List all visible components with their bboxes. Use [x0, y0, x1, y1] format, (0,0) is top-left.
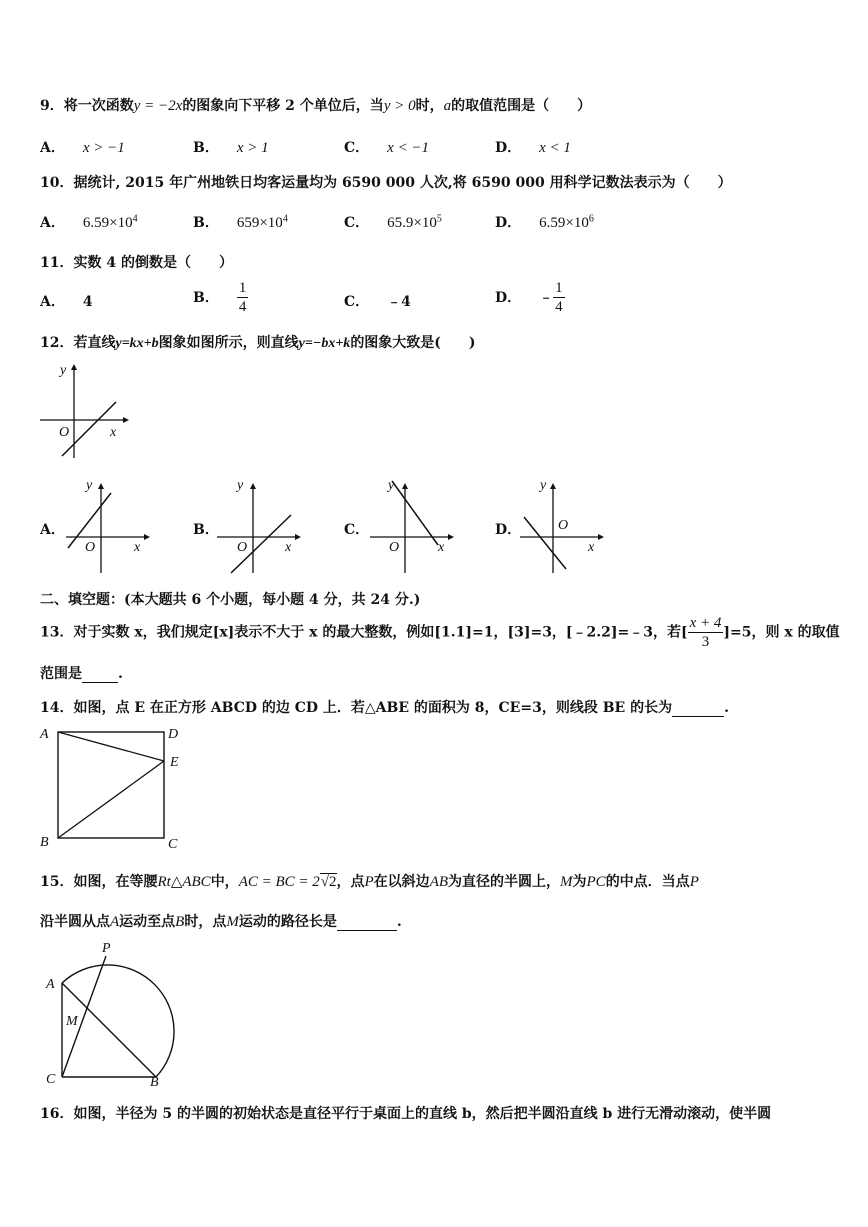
q15-equation: AC = BC = 2: [238, 874, 320, 890]
q13-text-2: ]=5，则 x 的取值: [723, 624, 840, 641]
q10-number: 10．: [40, 175, 74, 191]
q12-main-graph: [38, 362, 128, 462]
svg-text:B: B: [40, 835, 49, 850]
q10-option-a: A． $6.59\times 10^4$: [40, 213, 138, 231]
section-2-heading: 二、填空题：(本大题共 6 个小题，每小题 4 分，共 24 分.): [40, 592, 421, 608]
q14-number: 14．: [40, 700, 74, 716]
svg-text:D: D: [168, 727, 179, 742]
q9-condition: y > 0: [383, 98, 416, 114]
svg-text:x: x: [285, 540, 292, 555]
svg-text:O: O: [558, 518, 569, 533]
svg-text:O: O: [85, 540, 96, 555]
q11-option-a: A． 4: [40, 294, 93, 310]
q14-text: 如图，点 E 在正方形 ABCD 的边 CD 上．若△ABE 的面积为 8，CE=3，则线段 BE 的长为: [73, 700, 673, 716]
q11-option-d: D． ﹣ $\frac{1}{4}$: [495, 280, 563, 315]
q11-d-fraction: $\frac{1}{4}$: [555, 280, 563, 315]
q11-option-c: C． ﹣4: [344, 294, 411, 310]
q16-number: 16．: [40, 1106, 74, 1122]
q14-answer-blank[interactable]: [672, 700, 724, 717]
q9-text-3: 时，: [415, 98, 444, 114]
svg-text:O: O: [237, 540, 248, 555]
q14-square-diagram: [38, 722, 188, 852]
q12-option-b-graph: [215, 477, 305, 577]
q13-number: 13．: [40, 624, 74, 641]
q15-answer-blank[interactable]: [337, 914, 397, 931]
q13-fraction: $\frac{x + 4}{3}$: [689, 615, 722, 650]
svg-text:P: P: [102, 941, 111, 956]
q11-text: 实数 4 的倒数是（ ）: [73, 255, 233, 271]
svg-text:y: y: [388, 478, 395, 493]
q15-semicircle-diagram: [42, 938, 192, 1090]
question-15-line-2: 沿半圆从点A运动至点B时，点M运动的路径长是 .: [40, 914, 402, 930]
q12-option-c-label: C．: [344, 522, 370, 538]
q12-option-d-graph: [518, 477, 608, 577]
q12-option-a-graph: [64, 477, 154, 577]
question-16: [40, 1103, 771, 1123]
q10-option-d: D． $6.59\times 10^6$: [495, 213, 594, 231]
q12-option-a-label: A．: [40, 522, 65, 538]
svg-text:E: E: [170, 755, 179, 770]
question-10: [40, 172, 732, 192]
q15-number: 15．: [40, 874, 74, 890]
question-15: 15．如图，在等腰Rt△ABC中，AC = BC = 2√2，点P在以斜边AB为直径的半圆上，M为PC的中点．当点P: [40, 874, 699, 890]
svg-text:A: A: [40, 727, 49, 742]
q11-option-b: B． $\frac{1}{4}$: [193, 280, 247, 315]
q9-text: 将一次函数: [63, 98, 134, 114]
q12-option-b-label: B．: [193, 522, 219, 538]
q12-main-line: [62, 402, 116, 456]
svg-text:x: x: [438, 540, 445, 555]
q9-number: 9．: [40, 98, 64, 114]
q10-text: 据统计, 2015 年广州地铁日均客运量均为 6590 000 人次,将 6590 000 用科学记数法表示为（ ）: [73, 175, 732, 191]
axis-y-label: y: [60, 363, 67, 378]
question-14: 14．如图，点 E 在正方形 ABCD 的边 CD 上．若△ABE 的面积为 8，CE=3，则线段 BE 的长为 .: [40, 700, 729, 716]
svg-text:M: M: [66, 1014, 78, 1029]
q13-text: 对于实数 x，我们规定[x]表示不大于 x 的最大整数，例如[1.1]=1，[3]=3，[﹣2.2]=﹣3，若[: [73, 624, 688, 641]
q16-text: 如图，半径为 5 的半圆的初始状态是直径平行于桌面上的直线 b，然后把半圆沿直线 b 进行无滑动滚动，使半圆: [73, 1106, 772, 1122]
q9-option-a: A． x > −1: [40, 140, 125, 156]
q9-variable: a: [443, 98, 452, 114]
svg-text:y: y: [86, 478, 93, 493]
svg-text:x: x: [588, 540, 595, 555]
svg-text:y: y: [237, 478, 244, 493]
question-13-line-2: 范围是 .: [40, 666, 123, 682]
q9-option-c: C． x < −1: [344, 140, 430, 156]
q13-answer-blank[interactable]: [82, 666, 118, 683]
question-9: [40, 95, 591, 115]
svg-text:A: A: [46, 977, 55, 992]
svg-text:O: O: [389, 540, 400, 555]
q12-equation-1: y=kx+b: [115, 336, 159, 351]
question-11: [40, 252, 233, 272]
q11-b-fraction: $\frac{1}{4}$: [238, 280, 247, 315]
q12-equation-2: y=−bx+k: [298, 336, 351, 351]
q9-text-2: 的图象向下平移 2 个单位后，当: [182, 98, 384, 114]
svg-text:y: y: [540, 478, 547, 493]
question-13: [40, 614, 840, 651]
q12-number: 12．: [40, 335, 74, 351]
origin-label: O: [59, 425, 70, 440]
svg-text:C: C: [168, 837, 178, 852]
q9-option-d: D． x < 1: [495, 140, 571, 156]
axis-x-label: x: [110, 425, 117, 440]
q11-number: 11．: [40, 255, 74, 271]
q10-option-c: C． $65.9\times 10^5$: [344, 213, 442, 231]
q12-option-d-label: D．: [495, 522, 522, 538]
svg-text:x: x: [134, 540, 141, 555]
q9-text-4: 的取值范围是（ ）: [451, 98, 592, 114]
q12-option-c-graph: [368, 477, 458, 577]
svg-text:C: C: [46, 1072, 56, 1087]
q9-option-b: B． x > 1: [193, 140, 269, 156]
q10-option-b: B． $659\times 10^4$: [193, 213, 288, 231]
q9-equation: y = −2x: [133, 98, 183, 114]
question-12: 12．若直线y=kx+b图象如图所示，则直线y=−bx+k的图象大致是( ): [40, 335, 476, 351]
svg-text:B: B: [150, 1075, 159, 1090]
